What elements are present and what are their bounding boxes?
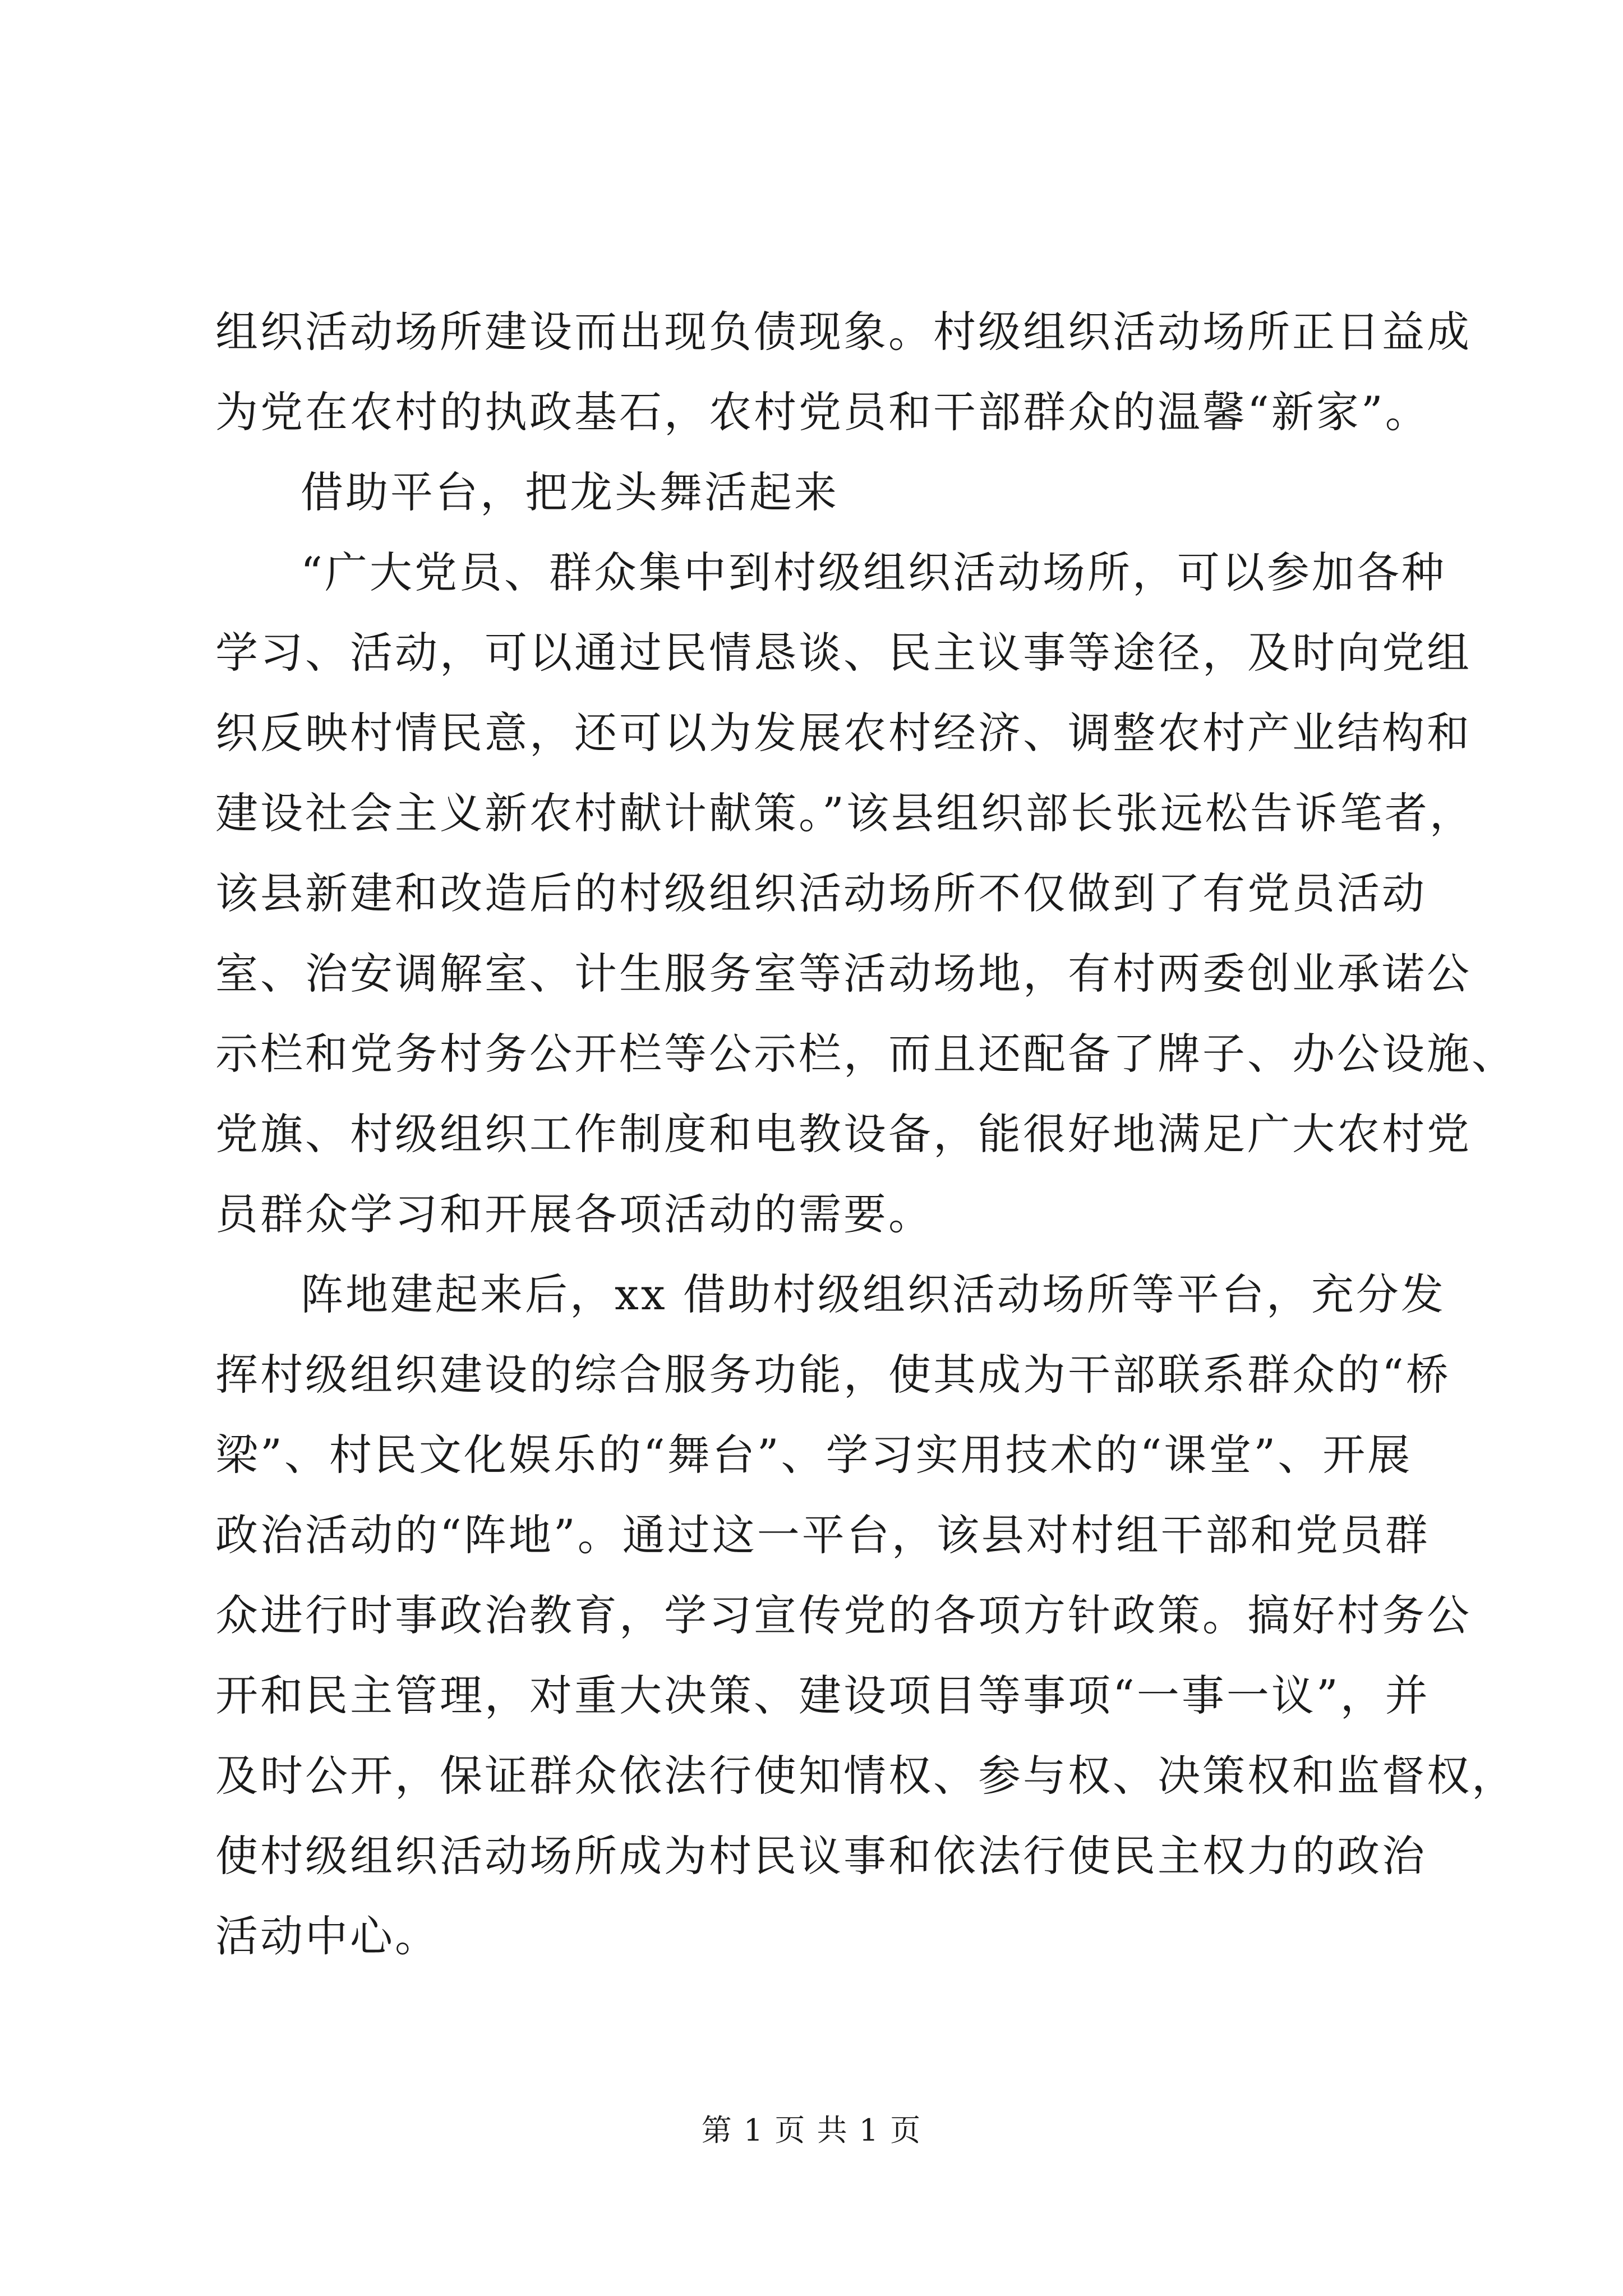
- paragraph-line: 织反映村情民意，还可以为发展农村经济、调整农村产业结构和: [215, 708, 1472, 758]
- paragraph-line: 该县新建和改造后的村级组织活动场所不仅做到了有党员活动: [215, 868, 1427, 918]
- paragraph-line: 及时公开，保证群众依法行使知情权、参与权、决策权和监督权，: [215, 1751, 1516, 1801]
- paragraph-line: 为党在农村的执政基石，农村党员和干部群众的温馨“新家”。: [215, 387, 1430, 437]
- section-heading: 借助平台，把龙头舞活起来: [301, 467, 839, 517]
- paragraph-line: 活动中心。: [215, 1911, 440, 1961]
- paragraph-line: 学习、活动，可以通过民情恳谈、民主议事等途径，及时向党组: [215, 628, 1472, 678]
- paragraph-line: 梁”、村民文化娱乐的“舞台”、学习实用技术的“课堂”、开展: [215, 1430, 1413, 1480]
- paragraph-line: “广大党员、群众集中到村级组织活动场所，可以参加各种: [301, 547, 1446, 597]
- paragraph-line: 组织活动场所建设而出现负债现象。村级组织活动场所正日益成: [215, 307, 1472, 357]
- paragraph-line: 示栏和党务村务公开栏等公示栏，而且还配备了牌子、办公设施、: [215, 1029, 1516, 1079]
- paragraph-line: 众进行时事政治教育，学习宣传党的各项方针政策。搞好村务公: [215, 1590, 1472, 1640]
- paragraph-line: 建设社会主义新农村献计献策。”该县组织部长张远松告诉笔者，: [215, 788, 1474, 838]
- paragraph-line: 开和民主管理，对重大决策、建设项目等事项“一事一议”，并: [215, 1671, 1430, 1720]
- paragraph-line: 室、治安调解室、计生服务室等活动场地，有村两委创业承诺公: [215, 949, 1472, 999]
- document-body: [215, 292, 1516, 1976]
- paragraph-line: 党旗、村级组织工作制度和电教设备，能很好地满足广大农村党: [215, 1109, 1472, 1159]
- paragraph-line: 阵地建起来后，xx 借助村级组织活动场所等平台，充分发: [301, 1269, 1446, 1319]
- paragraph-line: 政治活动的“阵地”。通过这一平台，该县对村组干部和党员群: [215, 1510, 1430, 1560]
- paragraph-line: 员群众学习和开展各项活动的需要。: [215, 1189, 933, 1239]
- paragraph-line: 使村级组织活动场所成为村民议事和依法行使民主权力的政治: [215, 1831, 1427, 1881]
- page-number-footer: 第 1 页 共 1 页: [701, 2113, 922, 2148]
- paragraph-line: 挥村级组织建设的综合服务功能，使其成为干部联系群众的“桥: [215, 1350, 1451, 1400]
